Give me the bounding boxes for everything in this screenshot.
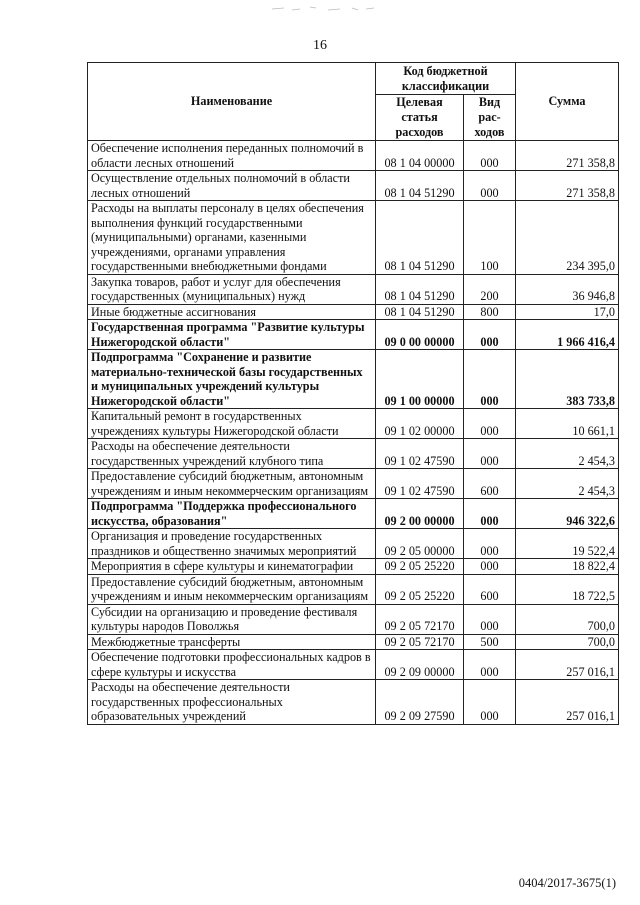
row-expense-type-cell: 600 xyxy=(464,469,516,499)
row-expense-type-cell: 000 xyxy=(464,350,516,409)
row-expense-type-cell: 500 xyxy=(464,634,516,650)
row-amount-cell: 271 358,8 xyxy=(516,141,619,171)
row-name-cell: Предоставление субсидий бюджетным, автономным учреждениям и иным некоммерческим организациям xyxy=(88,469,376,499)
row-target-article-cell: 09 2 05 25220 xyxy=(376,559,464,575)
row-name-cell: Предоставление субсидий бюджетным, автономным учреждениям и иным некоммерческим организациям xyxy=(88,574,376,604)
row-amount-cell: 271 358,8 xyxy=(516,171,619,201)
row-name-cell: Капитальный ремонт в государственных учреждениях культуры Нижегородской области xyxy=(88,409,376,439)
row-target-article-cell: 09 2 09 27590 xyxy=(376,680,464,725)
row-name-cell: Иные бюджетные ассигнования xyxy=(88,304,376,320)
row-target-article-cell: 09 2 05 25220 xyxy=(376,574,464,604)
row-expense-type-cell: 000 xyxy=(464,320,516,350)
row-name-cell: Расходы на обеспечение деятельности государственных профессиональных образовательных учреждений xyxy=(88,680,376,725)
document-id: 0404/2017-3675(1) xyxy=(518,876,616,890)
row-amount-cell: 700,0 xyxy=(516,634,619,650)
table-row xyxy=(88,680,619,725)
row-expense-type-cell: 000 xyxy=(464,650,516,680)
page-number: 16 xyxy=(313,38,327,53)
row-amount-cell: 257 016,1 xyxy=(516,680,619,725)
table-row xyxy=(88,604,619,634)
row-target-article-cell: 09 0 00 00000 xyxy=(376,320,464,350)
row-target-article-cell: 08 1 04 00000 xyxy=(376,141,464,171)
row-name-cell: Подпрограмма "Сохранение и развитие материально-технической базы государственных и муниципальных учреждений культуры Нижегородской области" xyxy=(88,350,376,409)
row-name-cell: Межбюджетные трансферты xyxy=(88,634,376,650)
row-target-article-cell: 09 1 02 00000 xyxy=(376,409,464,439)
row-expense-type-cell: 000 xyxy=(464,499,516,529)
row-amount-cell: 234 395,0 xyxy=(516,201,619,275)
row-name-cell: Обеспечение исполнения переданных полномочий в области лесных отношений xyxy=(88,141,376,171)
row-name-cell: Мероприятия в сфере культуры и кинематографии xyxy=(88,559,376,575)
row-amount-cell: 10 661,1 xyxy=(516,409,619,439)
row-expense-type-cell: 200 xyxy=(464,274,516,304)
table-row xyxy=(88,350,619,409)
row-amount-cell: 19 522,4 xyxy=(516,529,619,559)
row-amount-cell: 2 454,3 xyxy=(516,469,619,499)
row-expense-type-cell: 000 xyxy=(464,559,516,575)
row-target-article-cell: 08 1 04 51290 xyxy=(376,171,464,201)
table-row xyxy=(88,559,619,575)
row-target-article-cell: 08 1 04 51290 xyxy=(376,274,464,304)
row-name-cell: Субсидии на организацию и проведение фестиваля культуры народов Поволжья xyxy=(88,604,376,634)
row-amount-cell: 2 454,3 xyxy=(516,439,619,469)
row-expense-type-cell: 000 xyxy=(464,604,516,634)
row-expense-type-cell: 000 xyxy=(464,171,516,201)
table-row xyxy=(88,304,619,320)
row-target-article-cell: 09 1 02 47590 xyxy=(376,439,464,469)
table-row xyxy=(88,274,619,304)
scan-marks xyxy=(270,4,380,14)
row-amount-cell: 383 733,8 xyxy=(516,350,619,409)
header-budget-code: Код бюджетной классификации xyxy=(376,63,516,95)
table-row xyxy=(88,171,619,201)
row-expense-type-cell: 000 xyxy=(464,141,516,171)
header-amount: Сумма xyxy=(516,63,619,141)
row-target-article-cell: 08 1 04 51290 xyxy=(376,304,464,320)
table-body xyxy=(88,141,619,725)
row-name-cell: Подпрограмма "Поддержка профессионального искусства, образования" xyxy=(88,499,376,529)
row-expense-type-cell: 000 xyxy=(464,439,516,469)
table-row xyxy=(88,574,619,604)
row-target-article-cell: 09 2 05 72170 xyxy=(376,634,464,650)
row-amount-cell: 946 322,6 xyxy=(516,499,619,529)
row-target-article-cell: 09 1 00 00000 xyxy=(376,350,464,409)
row-name-cell: Государственная программа "Развитие культуры Нижегородской области" xyxy=(88,320,376,350)
row-name-cell: Осуществление отдельных полномочий в области лесных отношений xyxy=(88,171,376,201)
row-amount-cell: 257 016,1 xyxy=(516,650,619,680)
table-row xyxy=(88,320,619,350)
header-target-article: Целевая статья расходов xyxy=(376,95,464,141)
row-name-cell: Организация и проведение государственных праздников и общественно значимых мероприятий xyxy=(88,529,376,559)
table-row xyxy=(88,634,619,650)
row-expense-type-cell: 100 xyxy=(464,201,516,275)
row-expense-type-cell: 000 xyxy=(464,680,516,725)
table-row xyxy=(88,499,619,529)
row-amount-cell: 1 966 416,4 xyxy=(516,320,619,350)
row-expense-type-cell: 000 xyxy=(464,409,516,439)
header-expense-type: Вид рас-ходов xyxy=(464,95,516,141)
row-name-cell: Обеспечение подготовки профессиональных кадров в сфере культуры и искусства xyxy=(88,650,376,680)
table-row xyxy=(88,439,619,469)
row-amount-cell: 17,0 xyxy=(516,304,619,320)
row-amount-cell: 18 822,4 xyxy=(516,559,619,575)
row-target-article-cell: 08 1 04 51290 xyxy=(376,201,464,275)
row-amount-cell: 18 722,5 xyxy=(516,574,619,604)
row-amount-cell: 36 946,8 xyxy=(516,274,619,304)
table-row xyxy=(88,469,619,499)
row-target-article-cell: 09 1 02 47590 xyxy=(376,469,464,499)
row-expense-type-cell: 800 xyxy=(464,304,516,320)
table-row xyxy=(88,201,619,275)
header-name: Наименование xyxy=(88,63,376,141)
row-target-article-cell: 09 2 05 72170 xyxy=(376,604,464,634)
row-expense-type-cell: 600 xyxy=(464,574,516,604)
table-row xyxy=(88,529,619,559)
row-amount-cell: 700,0 xyxy=(516,604,619,634)
row-name-cell: Расходы на обеспечение деятельности государственных учреждений клубного типа xyxy=(88,439,376,469)
table-row xyxy=(88,650,619,680)
row-name-cell: Закупка товаров, работ и услуг для обеспечения государственных (муниципальных) нужд xyxy=(88,274,376,304)
row-expense-type-cell: 000 xyxy=(464,529,516,559)
table-row xyxy=(88,141,619,171)
budget-table xyxy=(87,62,619,725)
row-target-article-cell: 09 2 05 00000 xyxy=(376,529,464,559)
row-target-article-cell: 09 2 09 00000 xyxy=(376,650,464,680)
table-row xyxy=(88,409,619,439)
row-name-cell: Расходы на выплаты персоналу в целях обеспечения выполнения функций государственными (муниципальными) органами, казенными учреждениями, органами управления государственными внебюджетными фондами xyxy=(88,201,376,275)
row-target-article-cell: 09 2 00 00000 xyxy=(376,499,464,529)
